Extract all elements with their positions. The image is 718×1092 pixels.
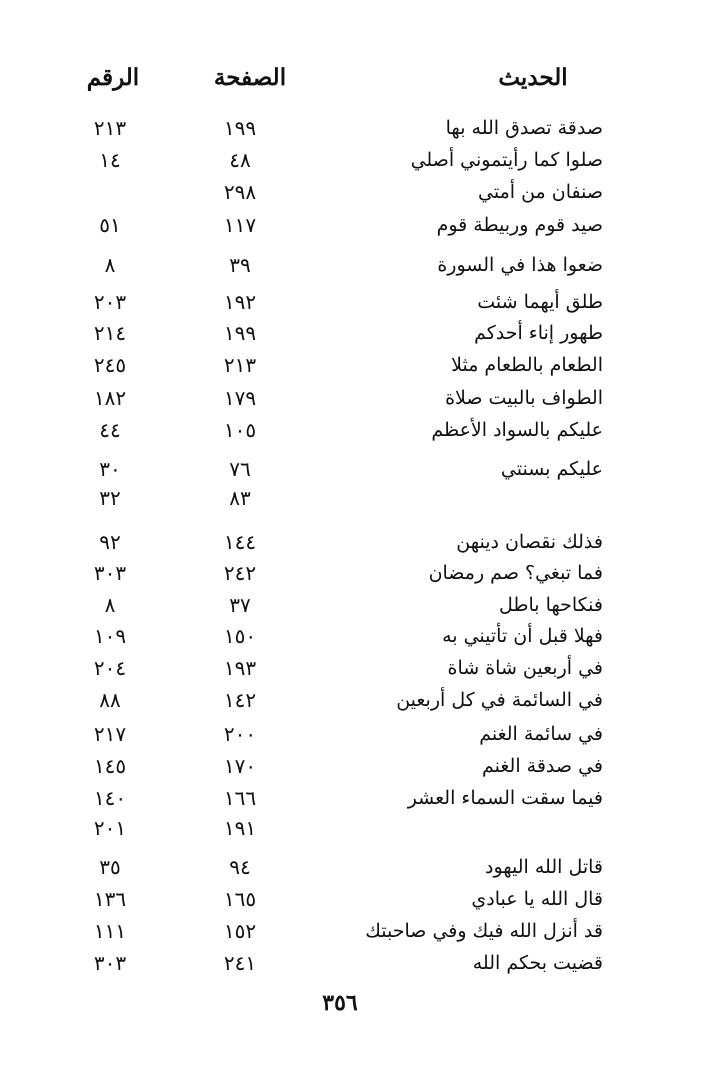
page-number: ١٩٩ — [223, 116, 257, 140]
table-row — [0, 483, 718, 513]
page-number: ١٩٢ — [223, 290, 257, 314]
table-row — [0, 751, 718, 781]
hadith-number: ٣٠٣ — [93, 561, 127, 585]
header-page: الصفحة — [213, 64, 287, 91]
page-number: ٢٤١ — [223, 951, 257, 975]
table-row — [0, 621, 718, 651]
hadith-number: ٨ — [104, 253, 116, 277]
hadith-text: طهور إناء أحدكم — [474, 322, 603, 344]
table-row — [0, 145, 718, 175]
hadith-number: ٣٠ — [99, 457, 121, 481]
page-number: ٢١٣ — [223, 353, 257, 377]
page-number: ١٥٠ — [223, 624, 257, 648]
hadith-number: ١٤ — [99, 148, 121, 172]
hadith-number: ٩٢ — [99, 530, 121, 554]
hadith-text: في سائمة الغنم — [479, 723, 603, 745]
hadith-text: صلوا كما رأيتموني أصلي — [410, 149, 603, 171]
page-number: ٩٤ — [229, 855, 251, 879]
page-number: ٧٦ — [229, 457, 251, 481]
table-row — [0, 113, 718, 143]
hadith-text: فذلك نقصان دينهن — [456, 531, 603, 553]
hadith-number: ٤٤ — [99, 418, 121, 442]
page-number: ١٧٠ — [223, 754, 257, 778]
hadith-number: ٨ — [104, 593, 116, 617]
hadith-number: ٢٠١ — [93, 816, 127, 840]
table-row — [0, 653, 718, 683]
hadith-number: ٢٠٣ — [93, 290, 127, 314]
hadith-text: الطعام بالطعام مثلا — [451, 354, 603, 376]
hadith-text: طلق أيهما شئت — [477, 291, 603, 313]
table-row — [0, 210, 718, 240]
header-hadith: الحديث — [498, 64, 568, 91]
hadith-text: قاتل الله اليهود — [484, 856, 603, 878]
page-number: ١٩١ — [223, 816, 257, 840]
page-number: ١٥٢ — [223, 919, 257, 943]
hadith-text: صيد قوم وربيطة قوم — [436, 214, 603, 236]
page-number: ١٤٢ — [223, 688, 257, 712]
hadith-text: ضعوا هذا في السورة — [437, 254, 603, 276]
hadith-text: في أربعين شاة شاة — [447, 657, 603, 679]
hadith-text: في صدقة الغنم — [482, 755, 603, 777]
table-row — [0, 177, 718, 207]
hadith-number: ٣٥ — [99, 855, 121, 879]
page-number: ١٦٥ — [223, 887, 257, 911]
hadith-text: فما تبغي؟ صم رمضان — [428, 562, 603, 584]
page-number: ١٩٣ — [223, 656, 257, 680]
hadith-text: فيما سقت السماء العشر — [407, 787, 603, 809]
page-number: ١٦٦ — [223, 786, 257, 810]
page-folio-number: ٣٥٦ — [322, 990, 358, 1016]
hadith-number: ٢٤٥ — [93, 353, 127, 377]
table-row — [0, 685, 718, 715]
hadith-text: في السائمة في كل أربعين — [396, 689, 603, 711]
hadith-text: عليكم بالسواد الأعظم — [431, 419, 603, 441]
hadith-number: ٨٨ — [99, 688, 121, 712]
page-number: ٣٧ — [229, 593, 251, 617]
table-row — [0, 250, 718, 280]
hadith-text: قد أنزل الله فيك وفي صاحبتك — [365, 920, 603, 942]
page-number: ١٤٤ — [223, 530, 257, 554]
hadith-number: ١١١ — [93, 919, 127, 943]
table-row — [0, 454, 718, 484]
page-number: ١٧٩ — [223, 386, 257, 410]
table-row — [0, 813, 718, 843]
table-row — [0, 558, 718, 588]
table-row — [0, 916, 718, 946]
header-number: الرقم — [86, 64, 140, 91]
table-row — [0, 719, 718, 749]
hadith-number: ٣٢ — [99, 486, 121, 510]
page-number: ١١٧ — [223, 213, 257, 237]
hadith-number: ٣٠٣ — [93, 951, 127, 975]
hadith-number: ١٠٩ — [93, 624, 127, 648]
hadith-number: ٥١ — [99, 213, 121, 237]
hadith-number: ٢٠٤ — [93, 656, 127, 680]
table-row — [0, 884, 718, 914]
table-row — [0, 383, 718, 413]
page-number: ٢٠٠ — [223, 722, 257, 746]
table-row — [0, 527, 718, 557]
table-row — [0, 415, 718, 445]
hadith-number: ١٤٥ — [93, 754, 127, 778]
hadith-text: قال الله يا عبادي — [471, 888, 603, 910]
hadith-text: فنكاحها باطل — [498, 594, 603, 616]
page-number: ١٩٩ — [223, 321, 257, 345]
page-number: ٤٨ — [229, 148, 251, 172]
hadith-number: ١٣٦ — [93, 887, 127, 911]
hadith-number: ٢١٤ — [93, 321, 127, 345]
hadith-number: ٢١٣ — [93, 116, 127, 140]
hadith-text: فهلا قبل أن تأتيني به — [442, 625, 603, 647]
hadith-number: ١٨٢ — [93, 386, 127, 410]
table-row — [0, 783, 718, 813]
page-number: ٣٩ — [229, 253, 251, 277]
table-row — [0, 948, 718, 978]
hadith-number: ١٤٠ — [93, 786, 127, 810]
hadith-text: قضيت بحكم الله — [472, 952, 603, 974]
page-number: ٢٤٢ — [223, 561, 257, 585]
table-row — [0, 350, 718, 380]
table-row — [0, 318, 718, 348]
hadith-text: عليكم بسنتي — [500, 458, 603, 480]
page-number: ١٠٥ — [223, 418, 257, 442]
page-number: ٢٩٨ — [223, 180, 257, 204]
hadith-text: الطواف بالبيت صلاة — [445, 387, 603, 409]
hadith-text: صدقة تصدق الله بها — [445, 117, 603, 139]
table-row — [0, 287, 718, 317]
page-number: ٨٣ — [229, 486, 251, 510]
table-row — [0, 590, 718, 620]
hadith-number: ٢١٧ — [93, 722, 127, 746]
table-row — [0, 852, 718, 882]
hadith-text: صنفان من أمتي — [478, 181, 603, 203]
